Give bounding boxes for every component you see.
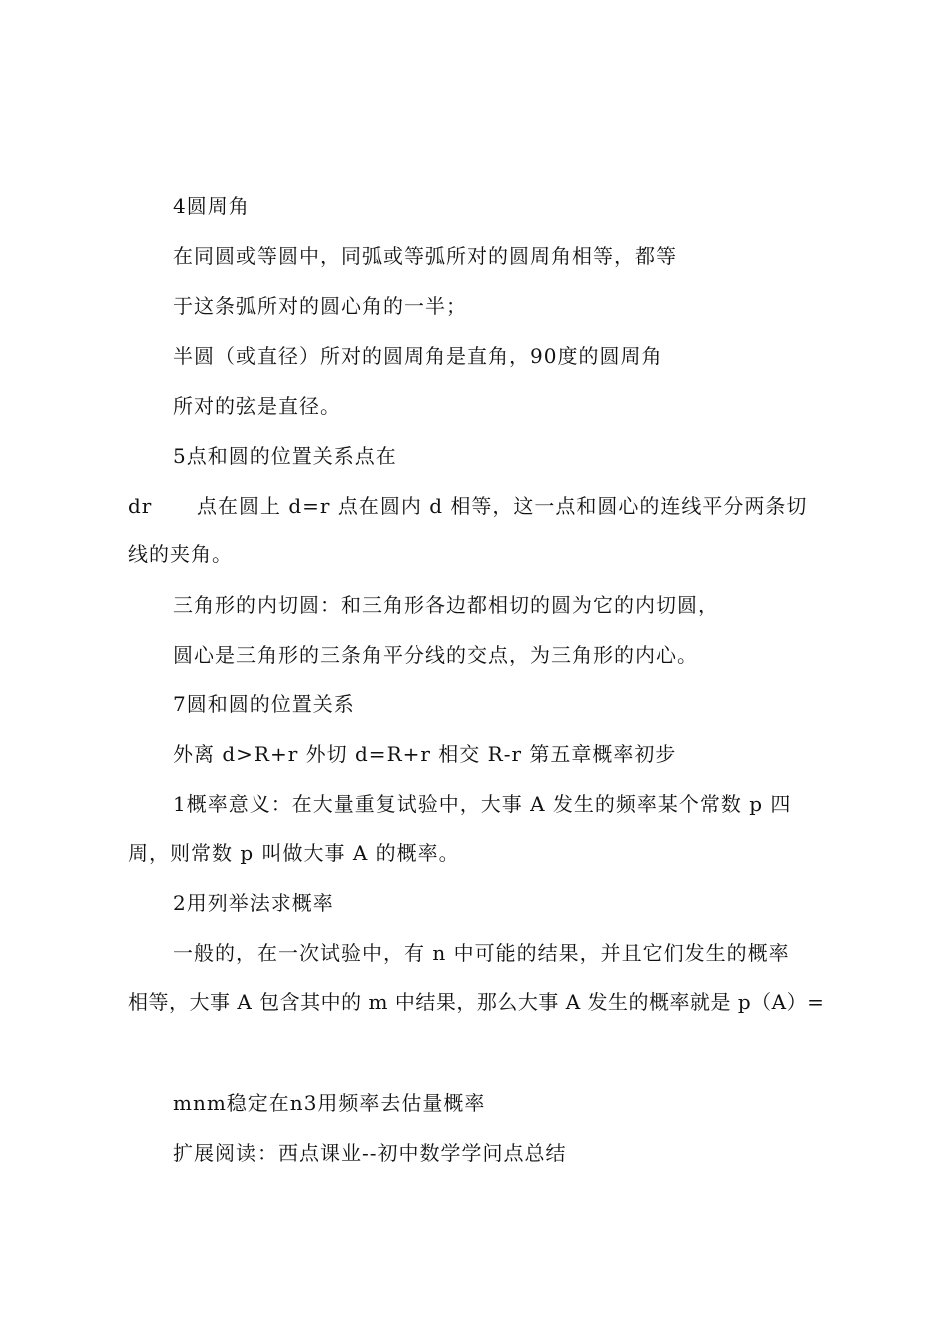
heading-point-circle-relation: 5点和圆的位置关系点在 [173,444,397,468]
paragraph-line: 1概率意义：在大量重复试验中，大事 A 发生的频率某个常数 p 四 [173,792,792,816]
paragraph-line: 外离 d>R+r 外切 d=R+r 相交 R-r 第五章概率初步 [173,742,677,766]
paragraph-line: 点在圆上 d=r 点在圆内 d 相等，这一点和圆心的连线平分两条切 [197,494,808,518]
paragraph-line: 相等，大事 A 包含其中的 m 中结果，那么大事 A 发生的概率就是 p（A）= [128,990,825,1014]
paragraph-line: 在同圆或等圆中，同弧或等弧所对的圆周角相等，都等 [173,244,677,268]
paragraph-line: 半圆（或直径）所对的圆周角是直角，90度的圆周角 [173,344,663,368]
paragraph-line: 圆心是三角形的三条角平分线的交点，为三角形的内心。 [173,643,698,667]
heading-circle-circle-relation: 7圆和圆的位置关系 [173,692,355,716]
paragraph-line: 三角形的内切圆：和三角形各边都相切的圆为它的内切圆， [173,593,719,617]
paragraph-line: 所对的弦是直径。 [173,394,341,418]
heading-inscribed-angle: 4圆周角 [173,194,250,218]
paragraph-line: 于这条弧所对的圆心角的一半； [173,294,467,318]
paragraph-line: 线的夹角。 [128,542,233,566]
paragraph-line: mnm稳定在n3用频率去估量概率 [173,1091,486,1115]
paragraph-line: 周，则常数 p 叫做大事 A 的概率。 [128,841,460,865]
paragraph-line: 一般的，在一次试验中，有 n 中可能的结果，并且它们发生的概率 [173,941,790,965]
paragraph-line-prefix: dr [128,494,153,518]
extended-reading-link[interactable]: 扩展阅读：西点课业--初中数学学问点总结 [173,1141,567,1165]
heading-enumeration-probability: 2用列举法求概率 [173,891,334,915]
